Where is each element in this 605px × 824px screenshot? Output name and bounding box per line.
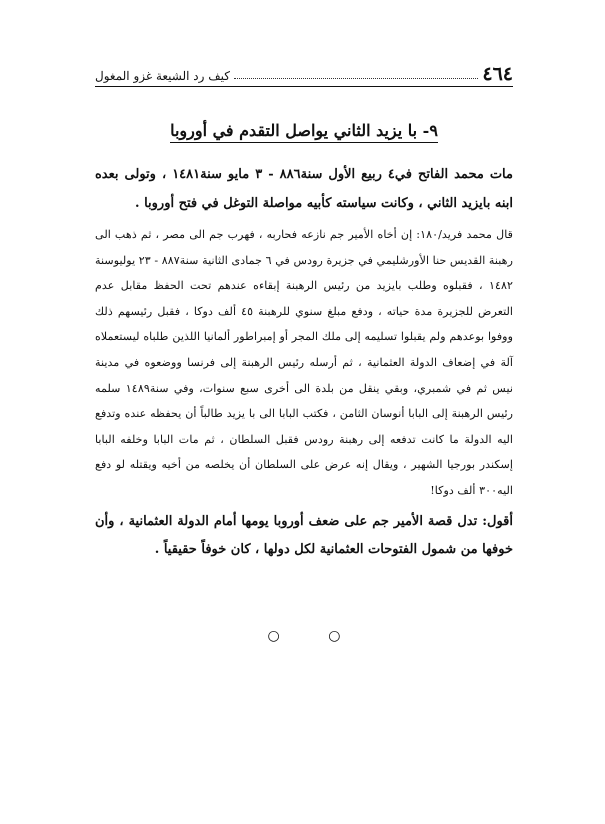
page-header <box>95 60 513 84</box>
header-dotted-leader <box>234 78 478 79</box>
section-heading-text: ٩- با يزيد الثاني يواصل التقدم في أوروبا <box>170 121 438 143</box>
section-heading <box>95 118 513 144</box>
intro-paragraph: مات محمد الفاتح في٤ ربيع الأول سنة٨٨٦ - ٣ مايو سنة١٤٨١ ، وتولى بعده ابنه بايزيد الثاني ، وكانت سياسته كأبيه مواصلة التوغل في فتح أوروبا . <box>95 167 513 211</box>
running-title: كيف رد الشيعة غزو المغول <box>95 69 231 83</box>
header-rule <box>95 86 513 87</box>
closing-ornament: ○ ○ <box>267 628 363 644</box>
comment-paragraph: أقول: تدل قصة الأمير جم على ضعف أوروبا يومها أمام الدولة العثمانية ، وأن خوفها من شمول الفتوحات العثمانية لكل دولها ، كان خوفاً حقيقياً . <box>95 513 513 557</box>
page-number: ٤٦٤ <box>482 63 513 85</box>
page-body <box>95 160 513 564</box>
quote-paragraph: قال محمد فريد/١٨٠: إن أخاه الأمير جم نازعه فحاربه ، فهرب جم الى مصر ، ثم ذهب الى رهبنة القديس حنا الأورشليمي في جزيرة رودس في ٦ جمادى الثانية سنة٨٨٧ - ٢٣ يوليوسنة ١٤٨٢ ، فقبلوه وطلب بايزيد من رئيس الرهبنة إبقاءه عندهم تحت الحفظ مقابل عدم التعرض للجزيرة مدة حياته ، ودفع مبلغ سنوي للرهبنة ٤٥ ألف دوكا ، فقبل رئيسهم ذلك ووفوا بوعدهم ولم يقبلوا تسليمه إلى ملك المجر أو إمبراطور ألمانيا اللذين طلباه ليستعملاه آلة في إضعاف الدولة العثمانية ، ثم أرسله رئيس الرهبنة إلى فرنسا ووضعوه في مدينة نيس ثم في شمبري، وبقي ينقل من بلدة الى أخرى سبع سنوات، وفي سنة١٤٨٩ سلمه رئيس الرهبنة إلى البابا أنوسان الثامن ، فكتب البابا الى با يزيد طالباً أن يحفظه عنده وتدفع اليه الدولة ما كانت تدفعه إلى رهبنة رودس فقبل السلطان ، ثم مات البابا وخلفه البابا إسكندر بورجيا الشهير ، ويقال إنه عرض على السلطان أن يخلصه من أخيه ويقتله لو دفع اليه٣٠٠ ألف دوكا! <box>95 228 513 497</box>
